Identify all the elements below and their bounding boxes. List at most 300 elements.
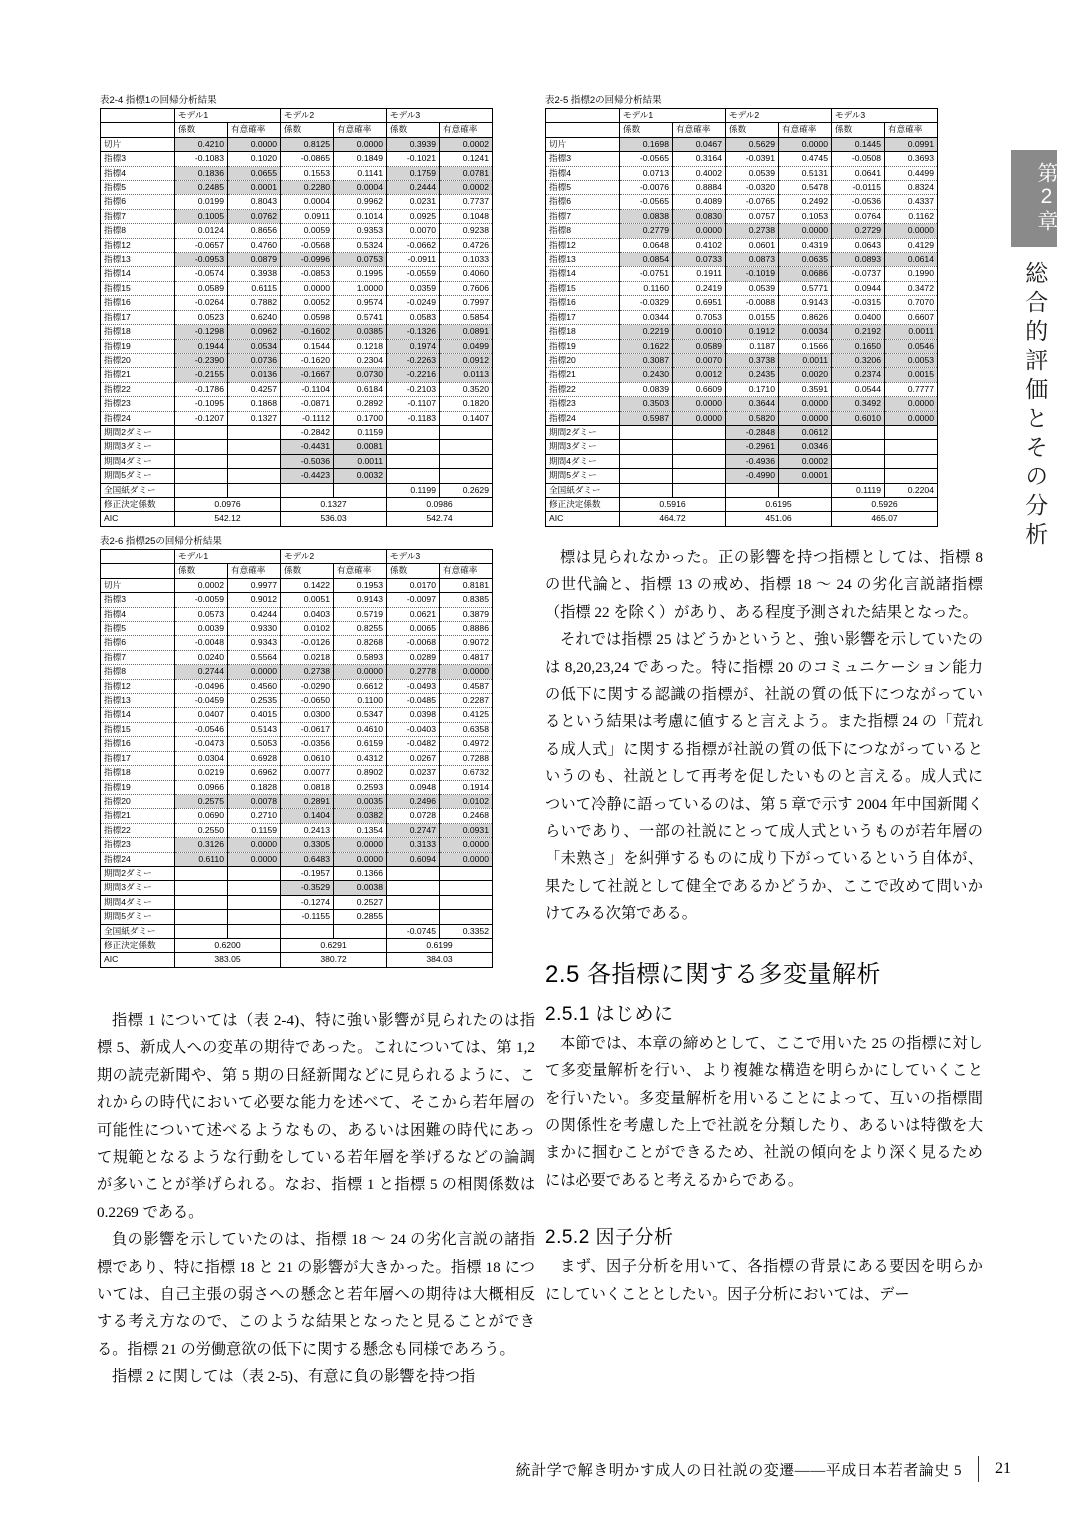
cell-pvalue-m2: 0.0612 xyxy=(779,425,832,439)
cell-pvalue-m1: 0.0736 xyxy=(228,353,281,367)
cell-pvalue-m2: 0.1014 xyxy=(334,209,387,223)
cell-coefficient-m1 xyxy=(620,425,673,439)
paragraph-right-1: 標は見られなかった。正の影響を持つ指標としては、指標 8 の世代論と、指標 13 の戒め、指標 18 〜 24 の劣化言説諸指標（指標 22 を除く）があり、ある程度予測された結果となった。 xyxy=(545,549,983,621)
cell-pvalue-m1: 0.8043 xyxy=(228,195,281,209)
table-row xyxy=(546,195,938,209)
cell-coefficient-m2: 0.0598 xyxy=(281,310,334,324)
table-row xyxy=(546,382,938,396)
row-label: 全国紙ダミー xyxy=(546,483,620,497)
cell-coefficient-m1: -0.0264 xyxy=(175,296,228,310)
cell-pvalue-m3: 0.4125 xyxy=(440,708,493,722)
cell-value-m3: 0.5926 xyxy=(832,497,938,511)
cell-pvalue-m3 xyxy=(440,895,493,909)
row-label: 指標7 xyxy=(546,209,620,223)
cell-pvalue-m3: 0.4817 xyxy=(440,650,493,664)
cell-coefficient-m1 xyxy=(175,924,228,938)
cell-coefficient-m3: 0.0398 xyxy=(387,708,440,722)
row-label: 期間4ダミー xyxy=(546,454,620,468)
row-label: 全国紙ダミー xyxy=(101,924,175,938)
cell-coefficient-m3 xyxy=(387,895,440,909)
cell-pvalue-m2: 0.1849 xyxy=(334,152,387,166)
cell-coefficient-m2: -0.0356 xyxy=(281,737,334,751)
cell-pvalue-m1: 0.1828 xyxy=(228,780,281,794)
cell-coefficient-m3: 0.6010 xyxy=(832,411,885,425)
cell-coefficient-m2: -0.0617 xyxy=(281,722,334,736)
cell-pvalue-m2: 0.1141 xyxy=(334,166,387,180)
cell-pvalue-m3: 0.2468 xyxy=(440,809,493,823)
cell-pvalue-m2: 0.0730 xyxy=(334,368,387,382)
table-row xyxy=(546,454,938,468)
cell-coefficient-m1: -0.0048 xyxy=(175,636,228,650)
cell-coefficient-m1: 0.0573 xyxy=(175,607,228,621)
cell-pvalue-m2: 0.0000 xyxy=(779,137,832,151)
table-row xyxy=(101,881,493,895)
cell-coefficient-m2: 0.0077 xyxy=(281,766,334,780)
table-row xyxy=(101,866,493,880)
cell-pvalue-m1 xyxy=(228,910,281,924)
cell-coefficient-m3: 0.3133 xyxy=(387,838,440,852)
summary-row-adjusted-r2 xyxy=(101,938,493,952)
cell-coefficient-m2: 0.3644 xyxy=(726,397,779,411)
cell-coefficient-m1: 0.0240 xyxy=(175,650,228,664)
table-2-5-block xyxy=(545,92,938,527)
table-header-models xyxy=(101,550,493,564)
table-row xyxy=(546,368,938,382)
row-label: 修正決定係数 xyxy=(546,497,620,511)
cell-coefficient-m2: 0.2280 xyxy=(281,181,334,195)
cell-coefficient-m1: 0.3126 xyxy=(175,838,228,852)
table-row xyxy=(546,267,938,281)
cell-pvalue-m3: 0.0002 xyxy=(440,137,493,151)
cell-pvalue-m1: 0.7053 xyxy=(673,310,726,324)
cell-coefficient-m1: -0.0565 xyxy=(620,195,673,209)
cell-pvalue-m2: 0.1354 xyxy=(334,823,387,837)
table-2-6-block xyxy=(100,533,493,968)
table-row xyxy=(101,823,493,837)
cell-coefficient-m3: -0.0493 xyxy=(387,679,440,693)
model-header-1: モデル1 xyxy=(620,109,726,123)
table-row xyxy=(101,310,493,324)
model-header-2: モデル2 xyxy=(281,550,387,564)
cell-pvalue-m1: 0.4244 xyxy=(228,607,281,621)
subheader-pvalue-m3: 有意確率 xyxy=(440,123,493,137)
cell-pvalue-m2: 0.6159 xyxy=(334,737,387,751)
cell-pvalue-m1: 0.0534 xyxy=(228,339,281,353)
subheader-pvalue-m2: 有意確率 xyxy=(779,123,832,137)
table-row xyxy=(101,368,493,382)
cell-coefficient-m3: 0.3206 xyxy=(832,353,885,367)
cell-pvalue-m3: 0.6607 xyxy=(885,310,938,324)
cell-pvalue-m2: 0.2892 xyxy=(334,397,387,411)
cell-pvalue-m1: 0.4760 xyxy=(228,238,281,252)
cell-coefficient-m3: 0.0925 xyxy=(387,209,440,223)
cell-coefficient-m2: -0.2842 xyxy=(281,425,334,439)
cell-coefficient-m2: -0.5036 xyxy=(281,454,334,468)
table-row xyxy=(101,425,493,439)
cell-pvalue-m1: 0.4015 xyxy=(228,708,281,722)
cell-coefficient-m3: 0.2729 xyxy=(832,224,885,238)
cell-value-m2: 0.6291 xyxy=(281,938,387,952)
cell-pvalue-m1 xyxy=(673,440,726,454)
cell-coefficient-m3 xyxy=(387,910,440,924)
cell-coefficient-m3: 0.0289 xyxy=(387,650,440,664)
cell-coefficient-m2: 0.6483 xyxy=(281,852,334,866)
row-label: 切片 xyxy=(546,137,620,151)
cell-coefficient-m1: 0.6110 xyxy=(175,852,228,866)
table-2-4-caption: 表2-4 指標1の回帰分析結果 xyxy=(100,95,217,106)
cell-value-m2: 0.1327 xyxy=(281,497,387,511)
cell-pvalue-m2: 0.2593 xyxy=(334,780,387,794)
cell-coefficient-m1 xyxy=(175,910,228,924)
cell-coefficient-m2: -0.0650 xyxy=(281,694,334,708)
table-row xyxy=(101,924,493,938)
cell-pvalue-m2: 1.0000 xyxy=(334,281,387,295)
cell-coefficient-m2: 0.0059 xyxy=(281,224,334,238)
cell-coefficient-m2: 0.0004 xyxy=(281,195,334,209)
cell-value-m1: 542.12 xyxy=(175,512,281,526)
cell-coefficient-m1: -0.2155 xyxy=(175,368,228,382)
row-label: 期間2ダミー xyxy=(546,425,620,439)
row-label: 指標5 xyxy=(101,181,175,195)
cell-coefficient-m1 xyxy=(620,454,673,468)
chapter-title: 総合的評価とその分析 xyxy=(1022,261,1048,551)
cell-pvalue-m1 xyxy=(228,440,281,454)
cell-pvalue-m3 xyxy=(440,469,493,483)
cell-coefficient-m2: -0.0126 xyxy=(281,636,334,650)
table-2-6-caption: 表2-6 指標25の回帰分析結果 xyxy=(100,536,222,547)
cell-pvalue-m2: 0.0034 xyxy=(779,325,832,339)
cell-coefficient-m3 xyxy=(387,469,440,483)
cell-coefficient-m3: 0.0170 xyxy=(387,578,440,592)
cell-coefficient-m3: -0.0115 xyxy=(832,181,885,195)
cell-coefficient-m2: 0.0539 xyxy=(726,166,779,180)
table-2-5-caption: 表2-5 指標2の回帰分析結果 xyxy=(545,95,662,106)
cell-coefficient-m2: 0.0000 xyxy=(281,281,334,295)
subheader-coefficient-m3: 係数 xyxy=(387,564,440,578)
cell-pvalue-m3: 0.7737 xyxy=(440,195,493,209)
cell-pvalue-m1: 0.0589 xyxy=(673,339,726,353)
cell-coefficient-m3: 0.0641 xyxy=(832,166,885,180)
left-text-column xyxy=(97,1007,535,1391)
cell-pvalue-m1: 0.4089 xyxy=(673,195,726,209)
row-label: 指標24 xyxy=(101,852,175,866)
row-label: 指標23 xyxy=(101,838,175,852)
cell-coefficient-m2: -0.3529 xyxy=(281,881,334,895)
row-label: 指標4 xyxy=(546,166,620,180)
cell-pvalue-m3: 0.4337 xyxy=(885,195,938,209)
cell-coefficient-m3: 0.1650 xyxy=(832,339,885,353)
table-row xyxy=(546,209,938,223)
cell-pvalue-m2: 0.0346 xyxy=(779,440,832,454)
cell-coefficient-m2: -0.4936 xyxy=(726,454,779,468)
cell-coefficient-m3: 0.0070 xyxy=(387,224,440,238)
cell-pvalue-m2: 0.1566 xyxy=(779,339,832,353)
cell-pvalue-m3: 0.4587 xyxy=(440,679,493,693)
cell-pvalue-m1: 0.1868 xyxy=(228,397,281,411)
paragraph-right-2: それでは指標 25 はどうかというと、強い影響を示していたのは 8,20,23,24 であった。特に指標 20 のコミュニケーション能力の低下に関する認識の指標が、社説の質の低下につながっているという結果は考慮に値すると言えよう。また指標 24 の「荒れる成人式」に関する指標が社説の質の低下につながっているというのも、社説として再考を促したいものと言える。成人式について冷静に語っているのは、第 5 章で示す 2004 年中国新聞くらいであり、一部の社説にとって成人式というものが若年層の「未熟さ」を糾弾するものに成り下がっているという自体が、果たして社説として健全であるかどうか、ここで改めて問いかけてみる次第である。 xyxy=(545,631,983,923)
cell-pvalue-m2: 0.8902 xyxy=(334,766,387,780)
cell-pvalue-m2: 0.4610 xyxy=(334,722,387,736)
cell-pvalue-m2: 0.5741 xyxy=(334,310,387,324)
cell-coefficient-m3: 0.0764 xyxy=(832,209,885,223)
cell-coefficient-m2: -0.4431 xyxy=(281,440,334,454)
cell-coefficient-m1 xyxy=(175,866,228,880)
cell-coefficient-m3: -0.2103 xyxy=(387,382,440,396)
subsection-heading-2-5-1: 2.5.1 はじめに xyxy=(545,1003,674,1025)
cell-pvalue-m1: 0.0000 xyxy=(673,411,726,425)
header-corner-cell-2 xyxy=(546,123,620,137)
cell-pvalue-m2 xyxy=(334,924,387,938)
cell-pvalue-m2: 0.9143 xyxy=(334,593,387,607)
cell-coefficient-m2: 0.0818 xyxy=(281,780,334,794)
row-label: 指標3 xyxy=(546,152,620,166)
cell-pvalue-m3: 0.0002 xyxy=(440,181,493,195)
cell-pvalue-m1 xyxy=(673,454,726,468)
cell-value-m3: 542.74 xyxy=(387,512,493,526)
footer-divider xyxy=(978,1456,979,1482)
cell-coefficient-m2: -0.0853 xyxy=(281,267,334,281)
cell-pvalue-m2: 0.6612 xyxy=(334,679,387,693)
cell-value-m2: 451.06 xyxy=(726,512,832,526)
cell-coefficient-m2: -0.1620 xyxy=(281,353,334,367)
cell-coefficient-m2: 0.1912 xyxy=(726,325,779,339)
row-label: 指標22 xyxy=(101,382,175,396)
cell-coefficient-m2: -0.1019 xyxy=(726,267,779,281)
cell-pvalue-m2: 0.0000 xyxy=(334,665,387,679)
cell-pvalue-m3: 0.1820 xyxy=(440,397,493,411)
table-row xyxy=(546,137,938,151)
cell-coefficient-m1: 0.0589 xyxy=(175,281,228,295)
cell-pvalue-m2: 0.4319 xyxy=(779,238,832,252)
cell-pvalue-m2: 0.5131 xyxy=(779,166,832,180)
cell-coefficient-m2: -0.0290 xyxy=(281,679,334,693)
cell-coefficient-m3: 0.0893 xyxy=(832,253,885,267)
cell-pvalue-m2: 0.0753 xyxy=(334,253,387,267)
cell-pvalue-m1 xyxy=(228,924,281,938)
cell-pvalue-m2: 0.0032 xyxy=(334,469,387,483)
row-label: 指標5 xyxy=(101,622,175,636)
cell-coefficient-m3: -0.0536 xyxy=(832,195,885,209)
cell-coefficient-m1: 0.2550 xyxy=(175,823,228,837)
cell-coefficient-m2: -0.2848 xyxy=(726,425,779,439)
cell-pvalue-m1: 0.4560 xyxy=(228,679,281,693)
cell-coefficient-m2: -0.1602 xyxy=(281,325,334,339)
cell-coefficient-m2: 0.0218 xyxy=(281,650,334,664)
cell-coefficient-m2: 0.1404 xyxy=(281,809,334,823)
table-row xyxy=(101,650,493,664)
table-2-5 xyxy=(545,108,938,527)
cell-pvalue-m3: 0.7070 xyxy=(885,296,938,310)
cell-pvalue-m2: 0.0020 xyxy=(779,368,832,382)
cell-pvalue-m1: 0.0830 xyxy=(673,209,726,223)
table-row xyxy=(546,325,938,339)
cell-coefficient-m3: 0.2374 xyxy=(832,368,885,382)
cell-pvalue-m3: 0.0015 xyxy=(885,368,938,382)
cell-coefficient-m3: -0.0745 xyxy=(387,924,440,938)
cell-pvalue-m3: 0.8324 xyxy=(885,181,938,195)
subheader-pvalue-m2: 有意確率 xyxy=(334,123,387,137)
row-label: 指標24 xyxy=(101,411,175,425)
cell-coefficient-m1: 0.0304 xyxy=(175,751,228,765)
header-corner-cell xyxy=(101,550,175,564)
cell-coefficient-m1: 0.0002 xyxy=(175,578,228,592)
cell-coefficient-m1: 0.0199 xyxy=(175,195,228,209)
cell-coefficient-m3: 0.0231 xyxy=(387,195,440,209)
table-row xyxy=(546,339,938,353)
row-label: 期間3ダミー xyxy=(101,440,175,454)
cell-coefficient-m1: 0.1698 xyxy=(620,137,673,151)
cell-coefficient-m2 xyxy=(281,483,334,497)
table-header-subcolumns xyxy=(101,564,493,578)
cell-coefficient-m1 xyxy=(175,440,228,454)
cell-coefficient-m2: 0.0610 xyxy=(281,751,334,765)
cell-coefficient-m3: 0.2747 xyxy=(387,823,440,837)
row-label: 指標20 xyxy=(101,353,175,367)
row-label: 期間5ダミー xyxy=(546,469,620,483)
cell-coefficient-m3: 0.0359 xyxy=(387,281,440,295)
row-label: AIC xyxy=(101,953,175,967)
summary-row-adjusted-r2 xyxy=(546,497,938,511)
subheader-coefficient-m2: 係数 xyxy=(281,123,334,137)
cell-coefficient-m2: -0.0765 xyxy=(726,195,779,209)
cell-pvalue-m1: 0.0000 xyxy=(228,838,281,852)
cell-coefficient-m1 xyxy=(620,440,673,454)
table-row xyxy=(546,224,938,238)
table-header-subcolumns xyxy=(546,123,938,137)
cell-pvalue-m2: 0.0004 xyxy=(334,181,387,195)
cell-coefficient-m1 xyxy=(175,895,228,909)
cell-coefficient-m2: 0.0051 xyxy=(281,593,334,607)
cell-coefficient-m2: 0.0102 xyxy=(281,622,334,636)
paragraph-right-4: まず、因子分析を用いて、各指標の背景にある要因を明らかにしていくこととしたい。因子分析においては、デー xyxy=(545,1258,983,1303)
cell-pvalue-m3: 0.0000 xyxy=(440,838,493,852)
cell-coefficient-m2: 0.0873 xyxy=(726,253,779,267)
cell-pvalue-m3: 0.8181 xyxy=(440,578,493,592)
table-row xyxy=(101,838,493,852)
cell-pvalue-m3: 0.1990 xyxy=(885,267,938,281)
cell-pvalue-m3: 0.0000 xyxy=(885,224,938,238)
cell-coefficient-m3: -0.1021 xyxy=(387,152,440,166)
cell-pvalue-m2: 0.1218 xyxy=(334,339,387,353)
paragraph-left-1: 指標 1 については（表 2-4)、特に強い影響が見られたのは指標 5、新成人への変革の期待であった。これについては、第 1,2 期の読売新聞や、第 5 期の日経新聞などに見られるように、これからの時代において必要な能力を述べて、そこから若年層の可能性について述べるようなもの、あるいは困難の時代にあって規範となるような行動をしている若年層を挙げるなどの論調が多いことが挙げられる。なお、指標 1 と指標 5 の相関係数は 0.2269 である。 xyxy=(97,1012,536,1221)
cell-coefficient-m2 xyxy=(726,483,779,497)
cell-pvalue-m1: 0.0000 xyxy=(228,852,281,866)
cell-pvalue-m1: 0.0733 xyxy=(673,253,726,267)
subheader-pvalue-m1: 有意確率 xyxy=(228,564,281,578)
cell-pvalue-m2: 0.8626 xyxy=(779,310,832,324)
cell-pvalue-m1: 0.1911 xyxy=(673,267,726,281)
row-label: 全国紙ダミー xyxy=(101,483,175,497)
cell-coefficient-m2: -0.1104 xyxy=(281,382,334,396)
cell-coefficient-m1 xyxy=(175,425,228,439)
cell-pvalue-m1: 0.0655 xyxy=(228,166,281,180)
cell-coefficient-m3: -0.2216 xyxy=(387,368,440,382)
cell-coefficient-m1 xyxy=(175,454,228,468)
subheader-coefficient-m1: 係数 xyxy=(620,123,673,137)
cell-coefficient-m2: 0.0052 xyxy=(281,296,334,310)
table-row xyxy=(101,694,493,708)
cell-coefficient-m1: 0.0344 xyxy=(620,310,673,324)
cell-coefficient-m1: 0.0124 xyxy=(175,224,228,238)
table-row xyxy=(101,440,493,454)
cell-pvalue-m1: 0.4102 xyxy=(673,238,726,252)
cell-coefficient-m2: 0.0911 xyxy=(281,209,334,223)
cell-coefficient-m3: -0.1183 xyxy=(387,411,440,425)
cell-pvalue-m3: 0.1407 xyxy=(440,411,493,425)
cell-pvalue-m3: 0.6358 xyxy=(440,722,493,736)
cell-pvalue-m1: 0.0000 xyxy=(673,397,726,411)
cell-coefficient-m1: -0.1298 xyxy=(175,325,228,339)
table-row xyxy=(101,209,493,223)
table-row xyxy=(101,665,493,679)
cell-coefficient-m3 xyxy=(387,425,440,439)
cell-pvalue-m1 xyxy=(228,425,281,439)
cell-coefficient-m1 xyxy=(175,469,228,483)
cell-pvalue-m3: 0.1048 xyxy=(440,209,493,223)
cell-coefficient-m2: -0.0996 xyxy=(281,253,334,267)
cell-coefficient-m2: 0.1544 xyxy=(281,339,334,353)
header-corner-cell-2 xyxy=(101,564,175,578)
cell-coefficient-m3 xyxy=(387,454,440,468)
model-header-2: モデル2 xyxy=(726,109,832,123)
table-row xyxy=(101,722,493,736)
summary-row-aic xyxy=(101,953,493,967)
cell-pvalue-m2: 0.2304 xyxy=(334,353,387,367)
cell-coefficient-m3 xyxy=(832,454,885,468)
cell-pvalue-m3: 0.0891 xyxy=(440,325,493,339)
row-label: 指標17 xyxy=(101,751,175,765)
cell-pvalue-m3: 0.7288 xyxy=(440,751,493,765)
cell-coefficient-m3: 0.2496 xyxy=(387,794,440,808)
cell-pvalue-m2: 0.5893 xyxy=(334,650,387,664)
row-label: 指標13 xyxy=(546,253,620,267)
table-row xyxy=(101,166,493,180)
cell-pvalue-m3: 0.5854 xyxy=(440,310,493,324)
cell-pvalue-m1: 0.9343 xyxy=(228,636,281,650)
row-label: 指標14 xyxy=(546,267,620,281)
cell-pvalue-m2: 0.0038 xyxy=(334,881,387,895)
cell-coefficient-m1: -0.0496 xyxy=(175,679,228,693)
cell-coefficient-m2: 0.3738 xyxy=(726,353,779,367)
table-row xyxy=(101,339,493,353)
cell-pvalue-m3: 0.4129 xyxy=(885,238,938,252)
cell-coefficient-m3 xyxy=(387,881,440,895)
cell-pvalue-m3: 0.7777 xyxy=(885,382,938,396)
cell-coefficient-m3 xyxy=(387,440,440,454)
cell-pvalue-m1: 0.2535 xyxy=(228,694,281,708)
cell-coefficient-m2: -0.0871 xyxy=(281,397,334,411)
cell-pvalue-m1: 0.2710 xyxy=(228,809,281,823)
cell-coefficient-m3: 0.2778 xyxy=(387,665,440,679)
table-row xyxy=(546,310,938,324)
cell-pvalue-m3: 0.8385 xyxy=(440,593,493,607)
cell-pvalue-m1: 0.0136 xyxy=(228,368,281,382)
cell-coefficient-m3: 0.6094 xyxy=(387,852,440,866)
cell-value-m3: 465.07 xyxy=(832,512,938,526)
cell-pvalue-m3: 0.0499 xyxy=(440,339,493,353)
cell-pvalue-m2: 0.5347 xyxy=(334,708,387,722)
summary-row-adjusted-r2 xyxy=(101,497,493,511)
cell-coefficient-m3: -0.1326 xyxy=(387,325,440,339)
table-row xyxy=(101,137,493,151)
cell-coefficient-m3: 0.0728 xyxy=(387,809,440,823)
cell-coefficient-m2: 0.2435 xyxy=(726,368,779,382)
cell-pvalue-m1: 0.0467 xyxy=(673,137,726,151)
cell-coefficient-m1 xyxy=(620,483,673,497)
cell-coefficient-m3: 0.0400 xyxy=(832,310,885,324)
table-header-models xyxy=(101,109,493,123)
cell-coefficient-m2: -0.0320 xyxy=(726,181,779,195)
